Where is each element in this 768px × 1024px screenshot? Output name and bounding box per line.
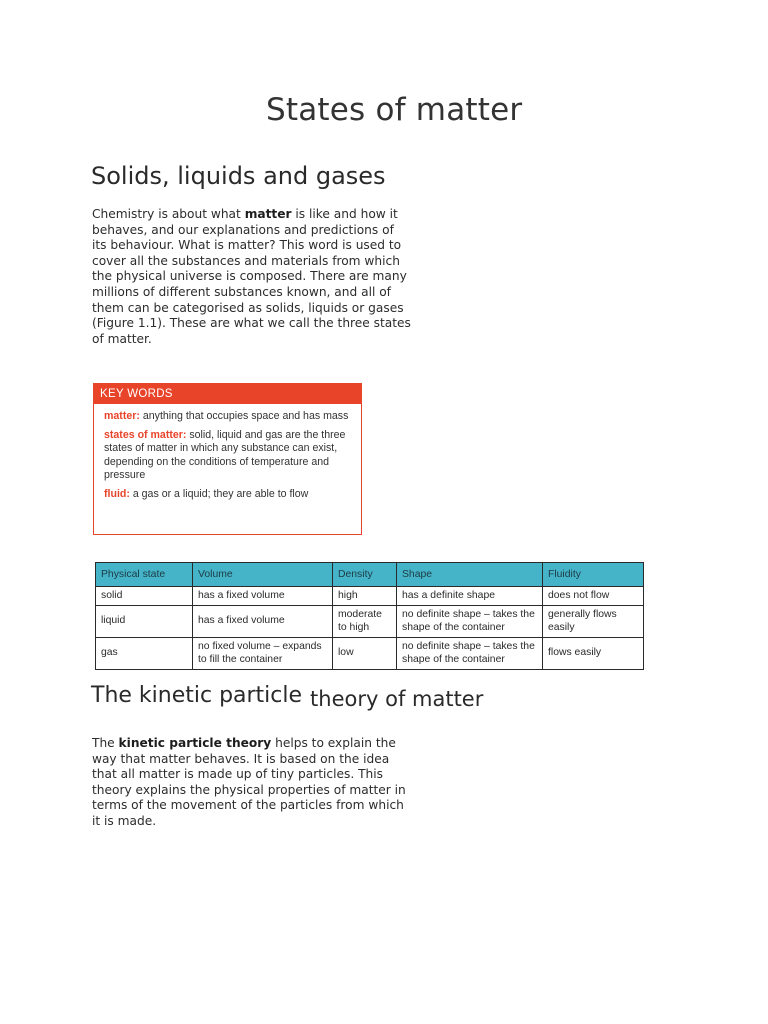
key-word-item	[94, 488, 361, 501]
states-of-matter-table	[95, 562, 644, 670]
table-header-cell: Volume	[193, 563, 333, 587]
table-cell: has a fixed volume	[193, 587, 333, 606]
key-word-item	[94, 410, 361, 423]
table-row	[96, 587, 644, 606]
table-cell: no definite shape – takes the shape of the container	[397, 606, 543, 638]
table-row	[96, 638, 644, 670]
key-word-term: states of matter:	[104, 429, 187, 442]
key-word-item	[94, 429, 361, 482]
table-header-cell: Density	[333, 563, 397, 587]
table-cell: does not flow	[543, 587, 644, 606]
key-word-definition: a gas or a liquid; they are able to flow	[129, 488, 309, 501]
section-heading-kinetic-particle-theory	[91, 683, 484, 711]
kinetic-paragraph-before: The	[92, 736, 119, 750]
table-cell: solid	[96, 587, 193, 606]
table-cell: moderate to high	[333, 606, 397, 638]
table-cell: no definite shape – takes the shape of the container	[397, 638, 543, 670]
table-header-row	[96, 563, 644, 587]
table-cell: gas	[96, 638, 193, 670]
key-word-term: fluid:	[104, 488, 130, 501]
page-title: States of matter	[266, 92, 523, 128]
table-cell: has a definite shape	[397, 587, 543, 606]
key-word-definition: anything that occupies space and has mass	[139, 410, 349, 422]
table-cell: has a fixed volume	[193, 606, 333, 638]
key-words-header: KEY WORDS	[94, 384, 361, 404]
section-heading-solids-liquids-gases: Solids, liquids and gases	[91, 162, 386, 190]
intro-paragraph-after: is like and how it behaves, and our explanations and predictions of its behaviour. What is matter? This word is used to cover all the substances and materials from which the physical universe is composed. There are many millions of different substances known, and all of them can be categorised as solids, liquids or gases (Figure 1.1). These are what we call the three states of matter.	[92, 207, 411, 346]
table-cell: flows easily	[543, 638, 644, 670]
intro-paragraph-before: Chemistry is about what	[92, 207, 245, 221]
key-words-box	[93, 383, 362, 535]
table-header-cell: Shape	[397, 563, 543, 587]
table-cell: generally flows easily	[543, 606, 644, 638]
key-word-term: matter:	[104, 410, 140, 422]
heading-part-2: theory of matter	[310, 687, 484, 711]
table-cell: liquid	[96, 606, 193, 638]
kinetic-theory-paragraph	[92, 736, 412, 830]
intro-paragraph-bold: matter	[244, 207, 292, 221]
table-cell: no fixed volume – expands to fill the container	[193, 638, 333, 670]
table-header-cell: Physical state	[96, 563, 193, 587]
intro-paragraph	[92, 207, 412, 347]
key-word-definition: solid, liquid and gas are the three states of matter in which any substance can exist, depending on the conditions of temperature and pressure	[104, 429, 346, 481]
table-cell: low	[333, 638, 397, 670]
heading-part-1: The kinetic particle	[91, 683, 303, 708]
table-row	[96, 606, 644, 638]
table-header-cell: Fluidity	[543, 563, 644, 587]
table-cell: high	[333, 587, 397, 606]
kinetic-paragraph-bold: kinetic particle theory	[118, 736, 272, 750]
kinetic-paragraph-after: helps to explain the way that matter behaves. It is based on the idea that all matter is made up of tiny particles. This theory explains the physical properties of matter in terms of the movement of the particles from which it is made.	[92, 736, 406, 828]
